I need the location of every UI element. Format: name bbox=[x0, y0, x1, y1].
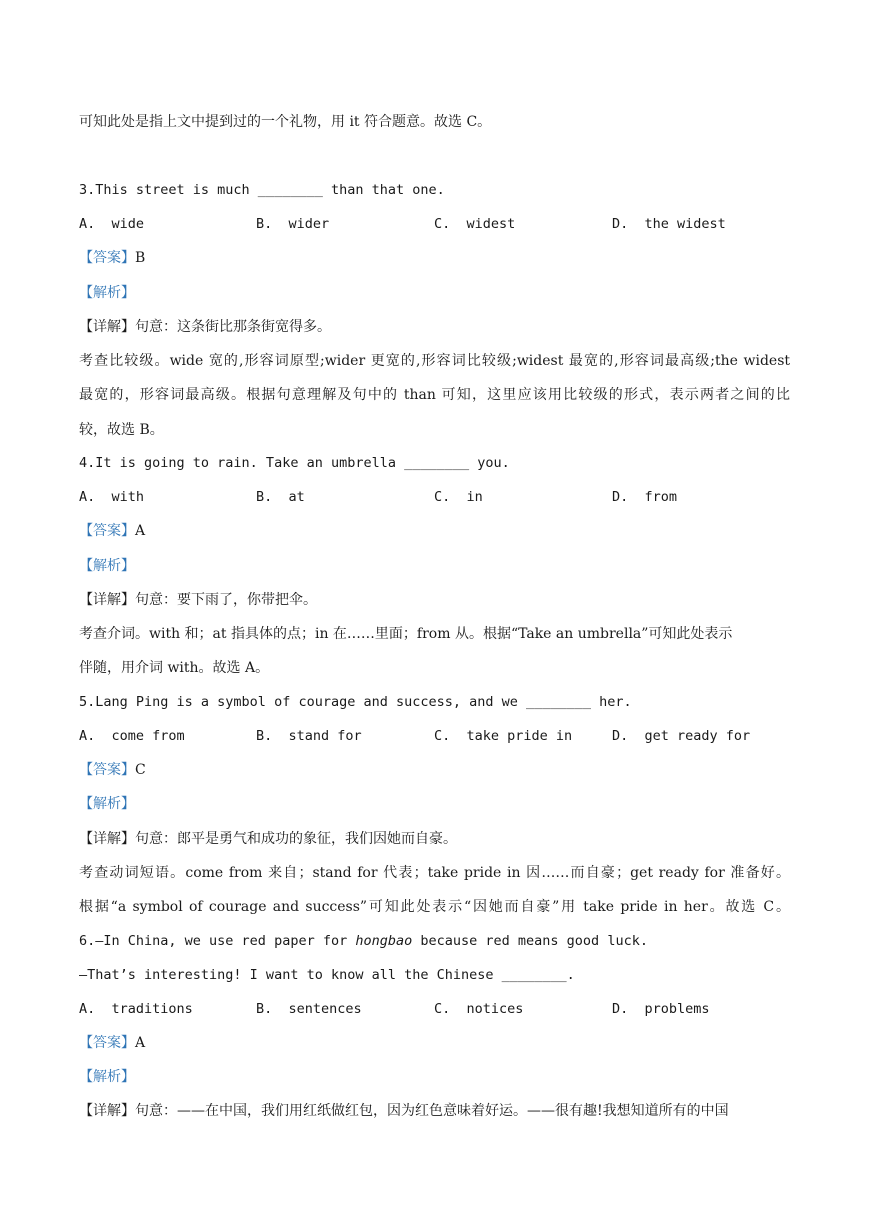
q5-option-d: D. get ready for bbox=[612, 728, 751, 744]
q4-option-c: C. in bbox=[434, 489, 483, 505]
q6-option-a: A. traditions bbox=[79, 1001, 193, 1017]
detail-tag: 【详解】 bbox=[79, 319, 135, 335]
q4-analysis bbox=[79, 556, 790, 576]
q3-explain-3: 较，故选 B。 bbox=[79, 422, 164, 438]
answer-tag: 【答案】 bbox=[79, 250, 135, 266]
q6-analysis bbox=[79, 1067, 790, 1087]
q5-options bbox=[79, 726, 790, 746]
q5-analysis bbox=[79, 794, 790, 814]
q5-explain-1: 考查动词短语。come from 来自；stand for 代表；take pride in 因……而自豪；get ready for 准备好。 bbox=[79, 865, 790, 881]
q6-stem-italic: hongbao bbox=[355, 933, 413, 949]
q6-detail bbox=[79, 1101, 790, 1121]
q4-options bbox=[79, 487, 790, 507]
q6-stem-pre: 6.—In China, we use red paper for bbox=[79, 933, 356, 949]
q4-explain-2: 伴随，用介词 with。故选 A。 bbox=[79, 660, 270, 676]
q4-answer-value: A bbox=[135, 523, 146, 539]
q6-stem bbox=[79, 931, 790, 951]
detail-tag: 【详解】 bbox=[79, 592, 135, 608]
q5-detail-text: 句意：郎平是勇气和成功的象征，我们因她而自豪。 bbox=[135, 831, 457, 847]
q4-detail bbox=[79, 590, 790, 610]
q5-stem: 5.Lang Ping is a symbol of courage and success, and we ________ her. bbox=[79, 694, 632, 710]
q5-option-b: B. stand for bbox=[256, 728, 362, 744]
detail-tag: 【详解】 bbox=[79, 831, 135, 847]
q6-answer bbox=[79, 1033, 790, 1053]
q3-detail bbox=[79, 317, 790, 337]
q3-explain-2: 最宽的，形容词最高级。根据句意理解及句中的 than 可知，这里应该用比较级的形式，表示两者之间的比 bbox=[79, 387, 790, 403]
q4-stem: 4.It is going to rain. Take an umbrella ________ you. bbox=[79, 455, 510, 471]
q5-answer bbox=[79, 760, 790, 780]
q3-answer-value: B bbox=[135, 250, 146, 266]
q3-analysis bbox=[79, 283, 790, 303]
q5-explain-2: 根据“a symbol of courage and success”可知此处表示“因她而自豪”用 take pride in her。故选 C。 bbox=[79, 899, 790, 915]
q4-option-b: B. at bbox=[256, 489, 305, 505]
q5-detail bbox=[79, 829, 790, 849]
q3-option-c: C. widest bbox=[434, 216, 516, 232]
q3-option-b: B. wider bbox=[256, 216, 330, 232]
q6-option-b: B. sentences bbox=[256, 1001, 362, 1017]
analysis-tag: 【解析】 bbox=[79, 1069, 135, 1085]
q4-option-a: A. with bbox=[79, 489, 145, 505]
q4-option-d: D. from bbox=[612, 489, 678, 505]
q6-option-c: C. notices bbox=[434, 1001, 524, 1017]
q4-detail-text: 句意：要下雨了，你带把伞。 bbox=[135, 592, 317, 608]
q3-option-d: D. the widest bbox=[612, 216, 726, 232]
detail-tag: 【详解】 bbox=[79, 1103, 135, 1119]
answer-tag: 【答案】 bbox=[79, 1035, 135, 1051]
analysis-tag: 【解析】 bbox=[79, 558, 135, 574]
intro-text: 可知此处是指上文中提到过的一个礼物，用 it 符合题意。故选 C。 bbox=[79, 114, 492, 130]
q6-stem-post: because red means good luck. bbox=[412, 933, 648, 949]
q4-explain-1: 考查介词。with 和；at 指具体的点；in 在……里面；from 从。根据“Take an umbrella”可知此处表示 bbox=[79, 626, 733, 642]
analysis-tag: 【解析】 bbox=[79, 796, 135, 812]
q5-answer-value: C bbox=[135, 762, 146, 778]
q5-option-c: C. take pride in bbox=[434, 728, 573, 744]
q6-options bbox=[79, 999, 790, 1019]
analysis-tag: 【解析】 bbox=[79, 285, 135, 301]
answer-tag: 【答案】 bbox=[79, 762, 135, 778]
q3-options bbox=[79, 214, 790, 234]
q6-answer-value: A bbox=[135, 1035, 146, 1051]
q3-detail-text: 句意：这条街比那条街宽得多。 bbox=[135, 319, 331, 335]
q3-explain-1: 考查比较级。wide 宽的,形容词原型;wider 更宽的,形容词比较级;widest 最宽的,形容词最高级;the widest bbox=[79, 353, 790, 369]
q3-answer bbox=[79, 248, 790, 268]
q3-option-a: A. wide bbox=[79, 216, 145, 232]
answer-tag: 【答案】 bbox=[79, 523, 135, 539]
q6-detail-text: 句意：——在中国，我们用红纸做红包，因为红色意味着好运。——很有趣!我想知道所有的中国 bbox=[135, 1103, 729, 1119]
q6-option-d: D. problems bbox=[612, 1001, 710, 1017]
q5-option-a: A. come from bbox=[79, 728, 185, 744]
q4-answer bbox=[79, 521, 790, 541]
q6-stem-2: —That’s interesting! I want to know all the Chinese ________. bbox=[79, 967, 575, 983]
q3-stem: 3.This street is much ________ than that one. bbox=[79, 182, 445, 198]
